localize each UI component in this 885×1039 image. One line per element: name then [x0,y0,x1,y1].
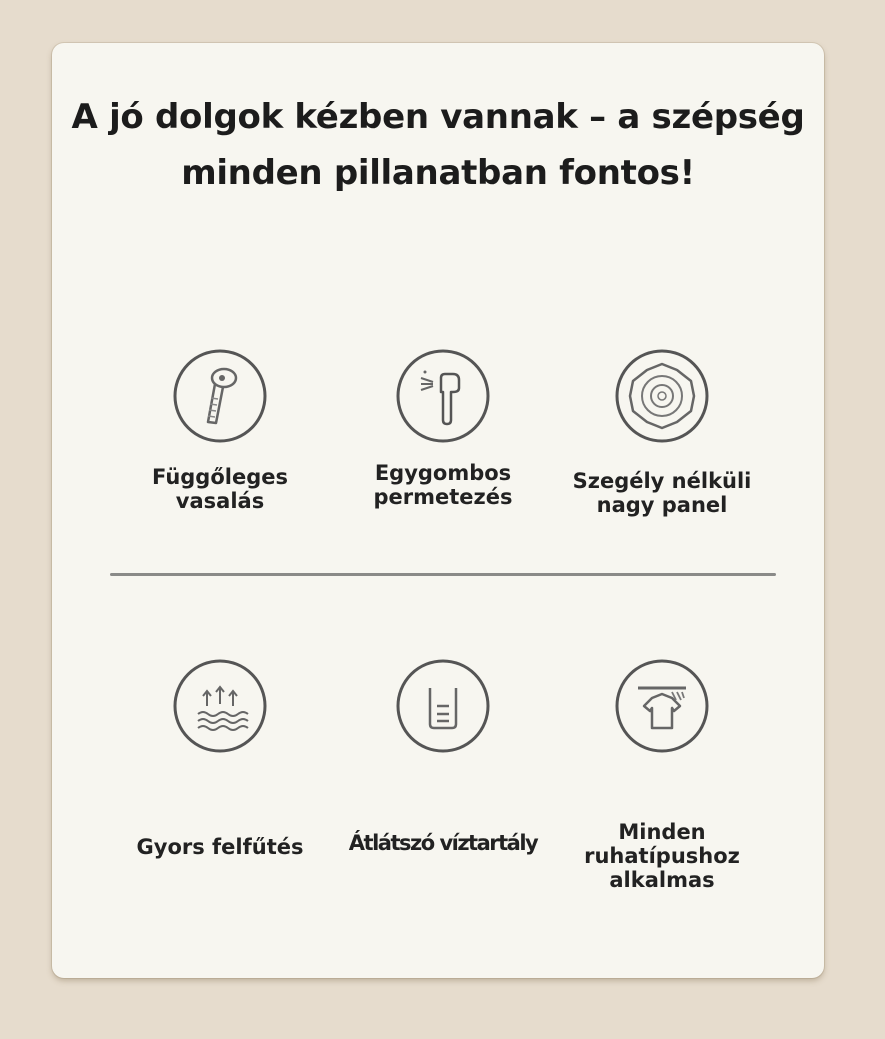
water-tank-icon [395,658,491,754]
feature-label: Átlátszó víztartály [348,831,538,855]
feature-vertical-ironing [110,348,330,528]
feature-fast-heating [110,658,330,858]
feature-transparent-tank [333,658,553,858]
panel-icon [614,348,710,444]
feature-borderless-panel [552,348,772,528]
title-line-2: minden pillanatban fontos! [181,153,695,193]
feature-one-button-spray [333,348,553,528]
feature-label: Függőleges vasalás [152,465,288,513]
feature-label: Egygombos permetezés [373,461,513,509]
feature-label: Gyors felfűtés [136,835,304,859]
heating-icon [172,658,268,754]
feature-all-clothes [552,658,772,892]
vertical-iron-icon [172,348,268,444]
page-title [52,89,824,201]
spray-icon [395,348,491,444]
feature-card [52,43,824,978]
feature-label: Szegély nélküli nagy panel [572,469,752,517]
feature-label: Minden ruhatípushoz alkalmas [584,820,740,892]
section-divider [110,573,776,576]
clothes-hanger-icon [614,658,710,754]
title-line-1: A jó dolgok kézben vannak – a szépség [71,97,805,137]
